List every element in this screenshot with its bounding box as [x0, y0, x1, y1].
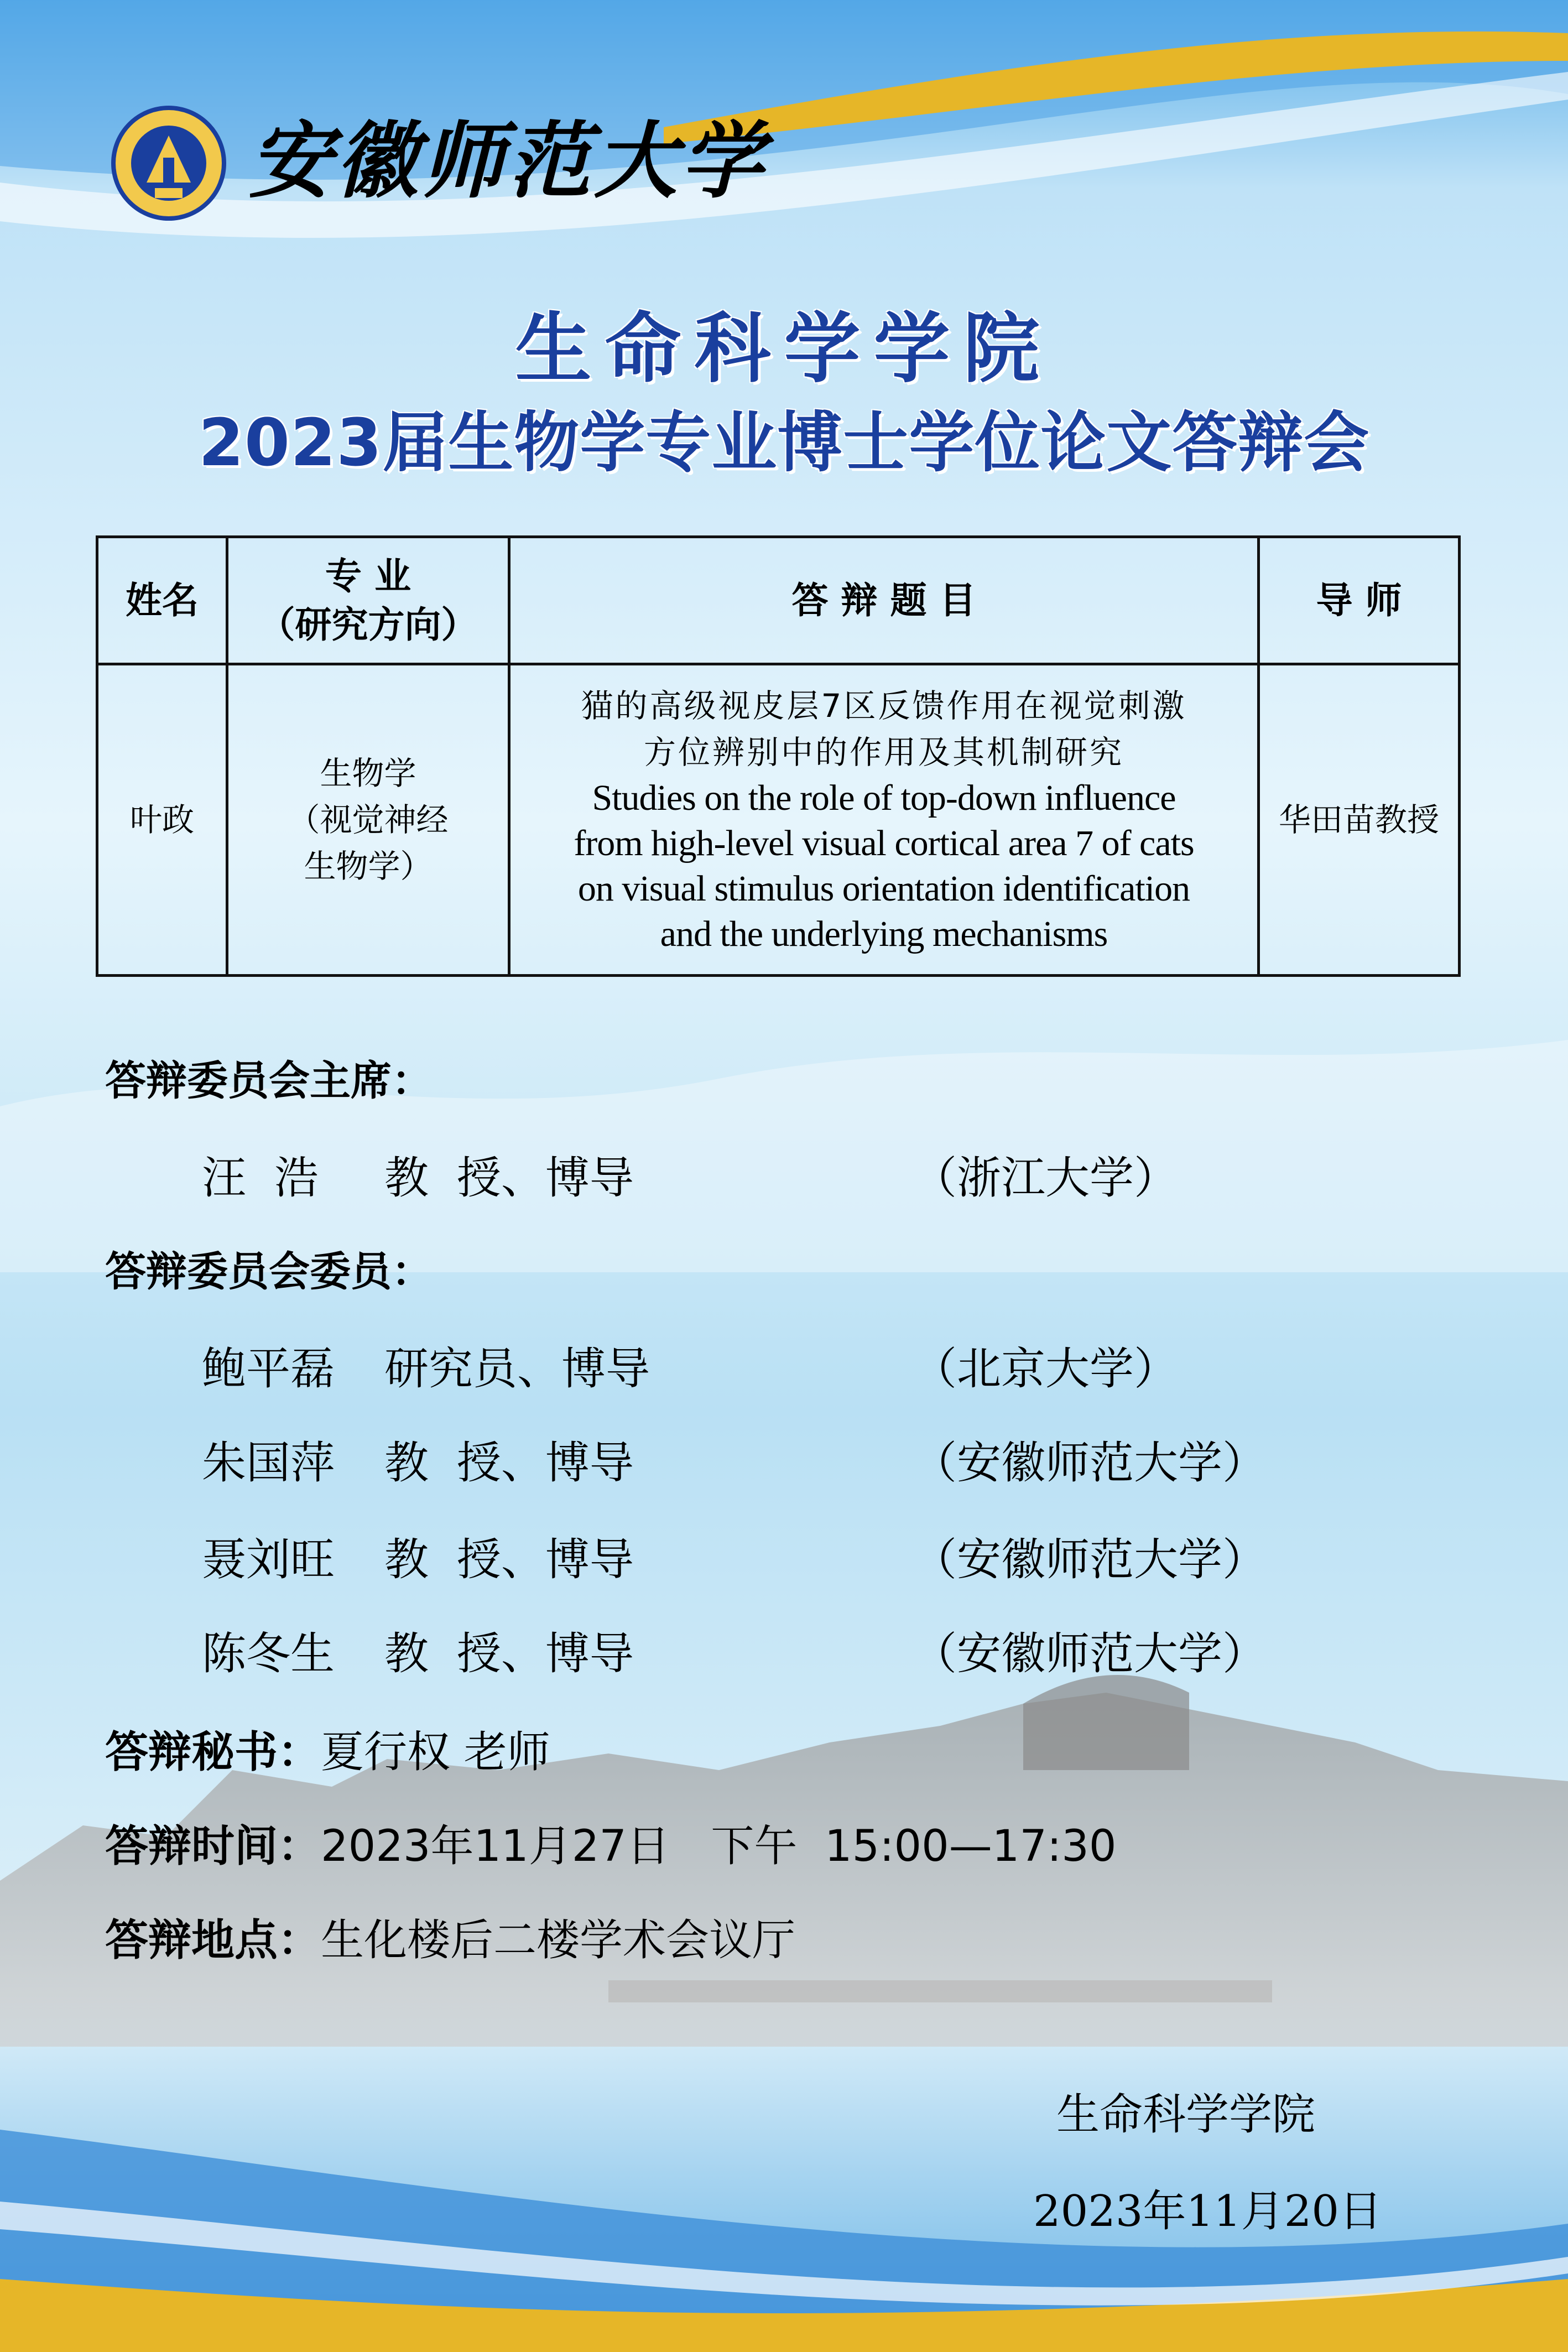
- cell-name: 叶政: [97, 664, 227, 976]
- member-title: 教 授、博导: [384, 1628, 634, 1679]
- defense-table: [96, 535, 1461, 977]
- footer-college: 生命科学学院: [1056, 2090, 1316, 2140]
- member-name: 朱国萍: [202, 1437, 335, 1489]
- member-affiliation: （北京大学）: [913, 1343, 1178, 1394]
- college-title: 生命科学学院: [515, 304, 1053, 393]
- table-row: [97, 664, 1460, 976]
- member-affiliation: （安徽师范大学）: [913, 1437, 1267, 1489]
- member-title: 教 授、博导: [384, 1534, 634, 1585]
- member-name: 陈冬生: [202, 1628, 335, 1679]
- cell-topic: [509, 664, 1259, 976]
- time-line: [105, 1812, 1117, 1874]
- member-entry: [202, 1524, 1267, 1588]
- time-value: 2023年11月27日 下午 15:00—17:30: [321, 1822, 1117, 1871]
- member-entry: [202, 1333, 1178, 1397]
- header-major-line2: （研究方向）: [258, 603, 478, 646]
- topic-en-line1: Studies on the role of top-down influence: [592, 778, 1176, 818]
- header-advisor: 导 师: [1259, 537, 1460, 664]
- secretary-label: 答辩秘书：: [105, 1727, 321, 1777]
- place-label: 答辩地点：: [105, 1916, 321, 1965]
- university-logo: [111, 105, 227, 221]
- chair-affiliation: （浙江大学）: [913, 1152, 1178, 1204]
- major-line1: 生物学: [320, 754, 416, 792]
- header-topic: 答 辩 题 目: [509, 537, 1259, 664]
- member-affiliation: （安徽师范大学）: [913, 1534, 1267, 1585]
- cell-advisor: 华田苗教授: [1259, 664, 1460, 976]
- member-entry: [202, 1427, 1267, 1491]
- member-name: 聂刘旺: [202, 1534, 335, 1585]
- major-line3: 生物学）: [304, 847, 433, 885]
- member-title: 研究员、博导: [384, 1343, 650, 1394]
- member-entry: [202, 1618, 1267, 1682]
- cell-major: [227, 664, 509, 976]
- topic-zh-line2: 方位辨别中的作用及其机制研究: [643, 733, 1124, 771]
- place-line: [105, 1906, 795, 1968]
- members-label: 答辩委员会委员：: [105, 1248, 433, 1295]
- chair-entry: [202, 1142, 1178, 1206]
- topic-en-line2: from high-level visual cortical area 7 of cats: [574, 823, 1194, 863]
- header-major: [227, 537, 509, 664]
- topic-zh-line1: 猫的高级视皮层7区反馈作用在视觉刺激: [581, 687, 1187, 725]
- chair-name: 汪 浩: [202, 1152, 319, 1204]
- table-header-row: [97, 537, 1460, 664]
- member-title: 教 授、博导: [384, 1437, 634, 1489]
- place-value: 生化楼后二楼学术会议厅: [321, 1916, 796, 1965]
- chair-title: 教 授、博导: [384, 1152, 634, 1204]
- topic-en-line3: on visual stimulus orientation identification: [577, 868, 1190, 909]
- secretary-value: 夏行权 老师: [321, 1727, 550, 1777]
- topic-en-line4: and the underlying mechanisms: [660, 914, 1108, 954]
- footer-date: 2023年11月20日: [1033, 2187, 1383, 2236]
- header-name: 姓名: [97, 537, 227, 664]
- header-major-line1: 专 业: [325, 554, 411, 597]
- member-name: 鲍平磊: [202, 1343, 335, 1394]
- event-title: 2023届生物学专业博士学位论文答辩会: [198, 404, 1370, 481]
- major-line2: （视觉神经: [288, 801, 449, 839]
- time-label: 答辩时间：: [105, 1822, 321, 1871]
- chair-label: 答辩委员会主席：: [105, 1057, 433, 1105]
- university-name: 安徽师范大学: [249, 112, 767, 210]
- member-affiliation: （安徽师范大学）: [913, 1628, 1267, 1679]
- secretary-line: [105, 1718, 550, 1779]
